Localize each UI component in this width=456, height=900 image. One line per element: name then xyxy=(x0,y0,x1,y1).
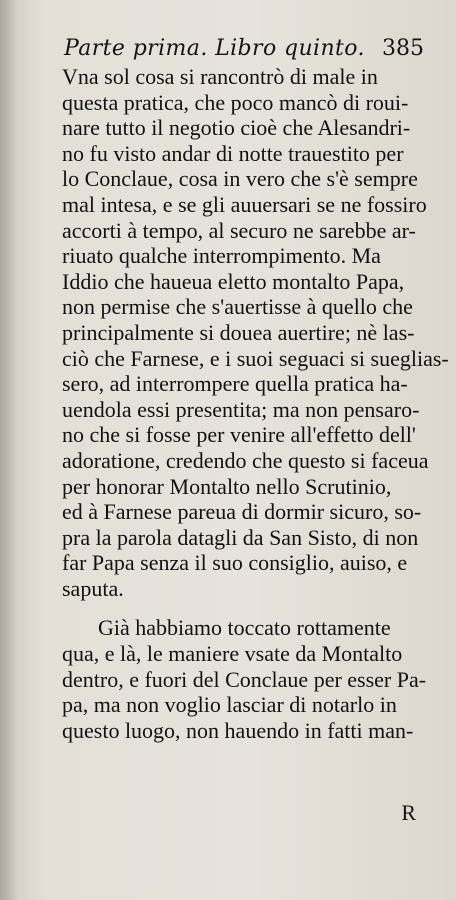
page-body xyxy=(62,64,449,743)
text-line: riuato qualche interrompimento. Ma xyxy=(62,243,381,269)
text-line: pa, ma non voglio lasciar di notarlo in xyxy=(62,692,397,718)
text-line: per honorar Montalto nello Scrutinio, xyxy=(62,473,392,499)
text-line: questa pratica, che poco mancò di roui- xyxy=(62,89,409,115)
paragraph-gap xyxy=(62,601,422,615)
page-number: 385 xyxy=(382,36,424,61)
text-line: accorti à tempo, al securo ne sarebbe ar- xyxy=(62,217,416,243)
gutter-shadow xyxy=(0,0,18,900)
catchword: R xyxy=(401,800,416,825)
text-line: qua, e là, le maniere vsate da Montalto xyxy=(62,641,403,667)
text-line: mal intesa, e se gli auuersari se ne fossiro xyxy=(62,191,427,217)
text-line: nare tutto il negotio cioè che Alesandri- xyxy=(62,115,411,141)
text-line: uendola essi presentita; ma non pensaro- xyxy=(62,396,420,422)
text-line: Iddio che haueua eletto montalto Papa, xyxy=(62,268,405,294)
text-line: non permise che s'auertisse à quello che xyxy=(62,294,413,320)
paragraph-1 xyxy=(62,64,449,601)
text-line: adoratione, credendo che questo si faceua xyxy=(62,447,429,473)
text-line: saputa. xyxy=(62,575,124,601)
text-line: questo luogo, non hauendo in fatti man- xyxy=(62,717,414,743)
text-line: no che si fosse per venire all'effetto dell' xyxy=(62,422,416,448)
text-line: ed à Farnese pareua di dormir sicuro, so- xyxy=(62,499,422,525)
text-line: far Papa senza il suo consiglio, auiso, e xyxy=(62,550,408,576)
text-line: principalmente si douea auertire; nè las- xyxy=(62,319,415,345)
running-title: Parte prima. Libro quinto. xyxy=(64,36,365,61)
text-line: pra la parola datagli da San Sisto, di non xyxy=(62,524,419,550)
text-line: sero, ad interrompere quella pratica ha- xyxy=(62,371,408,397)
text-line: Già habbiamo toccato rottamente xyxy=(98,615,391,641)
text-line: dentro, e fuori del Conclaue per esser Pa- xyxy=(62,666,427,692)
text-line: no fu visto andar di notte trauestito per xyxy=(62,140,404,166)
text-line: Vna sol cosa si rancontrò di male in xyxy=(62,64,378,89)
paragraph-2 xyxy=(62,615,427,743)
text-line: lo Conclaue, cosa in vero che s'è sempre xyxy=(62,166,418,192)
text-line: ciò che Farnese, e i suoi seguaci si sueglias- xyxy=(62,345,449,371)
